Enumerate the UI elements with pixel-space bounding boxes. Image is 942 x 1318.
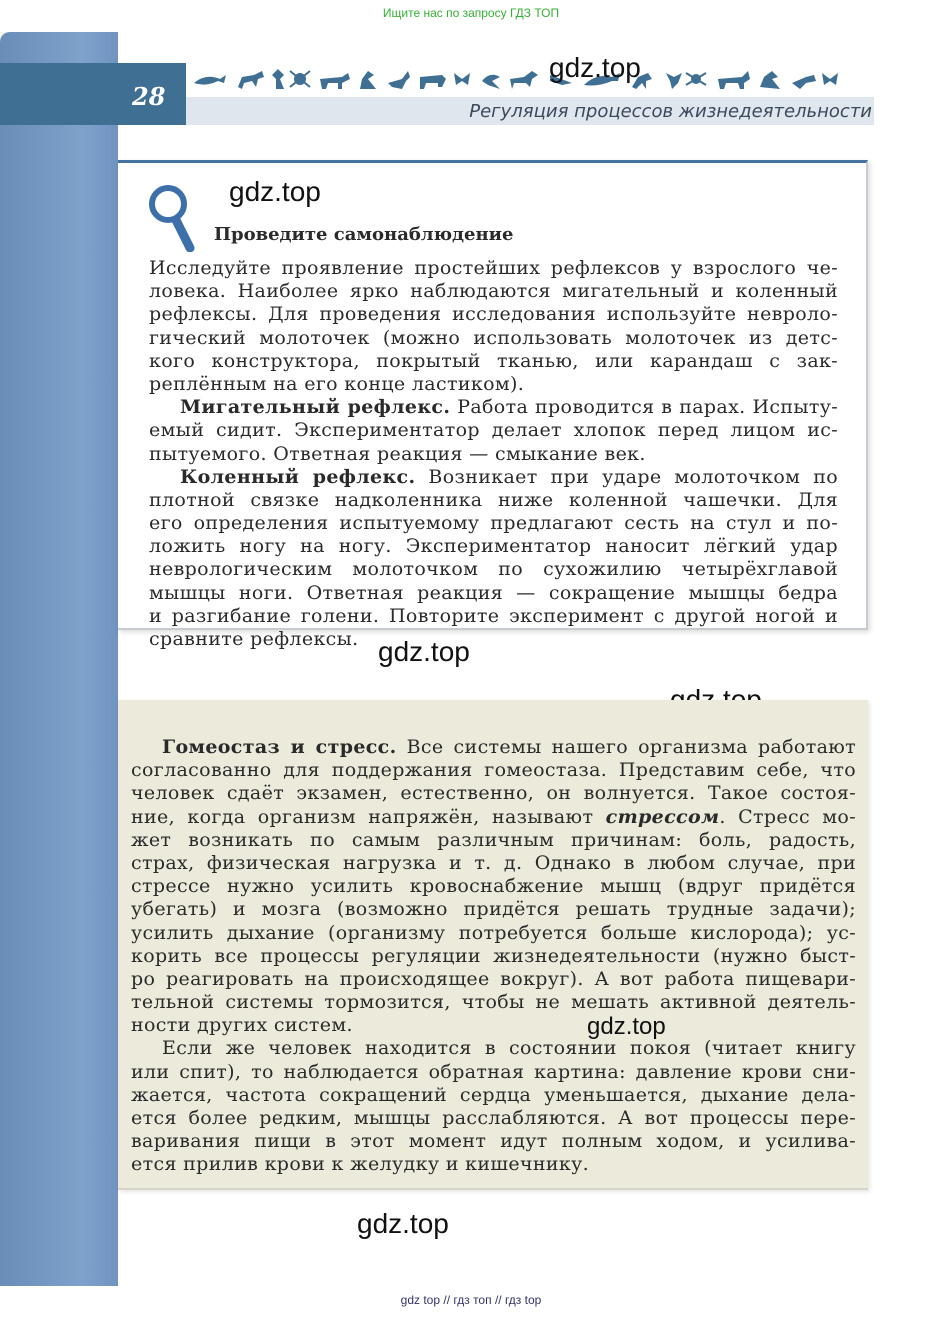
text-line: ложить ногу на ногу. Экспериментатор наносит лёгкий удар <box>149 535 838 558</box>
text-line: жет возникать по самым различным причинам: боль, радость, <box>131 828 856 851</box>
text-line: тельной системы тормозится, чтобы не мешать активной деятель- <box>131 991 856 1014</box>
term-stress: стрессом <box>605 805 720 828</box>
text-line: или спит), то наблюдается обратная картина: давление крови сни- <box>131 1060 856 1083</box>
magnifier-icon <box>146 182 198 252</box>
text-line: ности других систем. <box>131 1014 353 1037</box>
text-line: и разгибание голени. Повторите эксперимент с другой ногой и <box>149 604 838 627</box>
text-line: стрессе нужно усилить кровоснабжение мышц (вдруг придётся <box>131 875 856 898</box>
text-line: емый сидит. Экспериментатор делает хлопок перед лицом ис- <box>149 419 838 442</box>
top-search-hint[interactable]: Ищите нас по запросу ГДЗ ТОП <box>382 6 560 20</box>
section-title: Регуляция процессов жизнедеятельности <box>469 101 872 122</box>
animal-silhouettes-icon <box>192 67 842 93</box>
term-knee-reflex: Коленный рефлекс. <box>180 465 416 488</box>
self-observation-text <box>149 257 838 651</box>
text-line: ется более редким, мышцы расслабляются. А вот процессы пере- <box>131 1107 856 1129</box>
text-line: убегать) и мозга (возможно придётся решать трудные задачи); <box>131 898 856 921</box>
homeostasis-text <box>131 736 856 1177</box>
text-line: варивания пищи в этот момент идут полным ходом, и усилива- <box>131 1130 856 1153</box>
text-line: рефлексы. Для проведения исследования используйте невроло- <box>149 303 838 326</box>
text-line: пытуемого. Ответная реакция — смыкание век. <box>149 442 646 465</box>
text-line: ние, когда организм напряжён, называют стрессом. Стресс мо- <box>131 805 856 828</box>
text-line: ется прилив крови к желудку и кишечнику. <box>131 1153 590 1176</box>
term-blink-reflex: Мигательный рефлекс. <box>180 396 451 419</box>
footer-separator: // <box>443 1293 451 1307</box>
left-margin-band <box>0 32 118 1286</box>
watermark: gdz.top <box>549 52 641 83</box>
text-line: кого конструктора, покрытый тканью, или карандаш с зак- <box>149 349 838 372</box>
footer-separator: // <box>494 1293 502 1307</box>
page-number: 28 <box>132 82 166 111</box>
text-line: жается, частота сокращений сердца уменьшается, дыхание дела- <box>131 1083 856 1106</box>
self-observation-title: Проведите самонаблюдение <box>214 224 514 245</box>
text-line: страх, физическая нагрузка и т. д. Однако в любом случае, при <box>131 851 856 874</box>
text-line: сравните рефлексы. <box>149 628 359 650</box>
text-line: реплённым на его конце ластиком). <box>149 372 525 395</box>
text-line: гический молоточек (можно использовать молоточек из детс- <box>149 326 838 349</box>
text-line: корить все процессы регуляции жизнедеятельности (нужно быст- <box>131 944 856 967</box>
term-homeostasis-stress: Гомеостаз и стресс. <box>162 736 397 758</box>
text-line: человек сдаёт экзамен, естественно, он волнуется. Такое состоя- <box>131 782 856 805</box>
text-line: Гомеостаз и стресс. Все системы нашего организма работают <box>162 736 857 758</box>
text-line: плотной связке надколенника ниже коленной чашечки. Для <box>149 488 838 511</box>
text-line: его определения испытуемому предлагают сесть на стул и по- <box>149 512 838 535</box>
watermark: gdz.top <box>378 636 470 667</box>
text-line: Исследуйте проявление простейших рефлексов у взрослого че- <box>149 257 838 279</box>
text-line: Если же человек находится в состоянии покоя (читает книгу <box>162 1037 856 1060</box>
footer-link[interactable]: gdz top <box>400 1293 441 1307</box>
text-line: мышцы ноги. Ответная реакция — сокращение мышцы бедра <box>149 581 838 604</box>
text-line: Мигательный рефлекс. Работа проводится в парах. Испыту- <box>180 396 839 419</box>
text-line: Коленный рефлекс. Возникает при ударе молоточком по <box>180 465 839 488</box>
text-line: ро реагировать на происходящее вокруг). А вот работа пищевари- <box>131 967 856 990</box>
text-line: ловека. Наиболее ярко наблюдаются мигательный и коленный <box>149 280 838 303</box>
text-line: согласованно для поддержания гомеостаза. Представим себе, что <box>131 759 856 782</box>
watermark: gdz.top <box>229 176 321 207</box>
footer-link[interactable]: гдз топ <box>453 1293 492 1307</box>
text-line: усилить дыхание (организму потребуется больше кислорода); ус- <box>131 921 856 944</box>
text-line: неврологическим молоточком по сухожилию четырёхглавой <box>149 558 838 581</box>
watermark: gdz.top <box>357 1208 449 1239</box>
footer-links <box>0 1293 942 1307</box>
watermark: gdz.top <box>587 1013 666 1040</box>
footer-link[interactable]: гдз top <box>504 1293 542 1307</box>
